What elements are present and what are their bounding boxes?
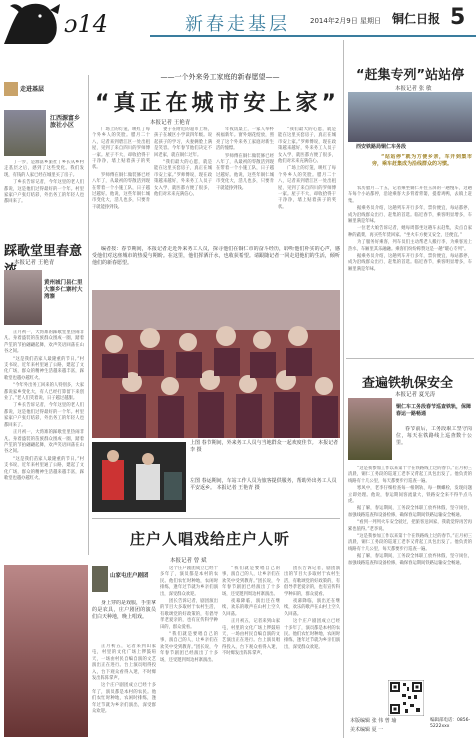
- main-byline: 本报记者 王艳青: [150, 120, 191, 126]
- station-photo: [92, 442, 186, 512]
- paper-name: 铜仁日报: [392, 12, 441, 26]
- right-paragraph: 一位老大娘告诉记者，她每周都坐这趟车去赶集，卖点自家种的蔬菜，再买些年货回家。“坐火车方便又安全，还便宜。”: [348, 226, 472, 238]
- right-paragraph: 为了服务好乘客，列车员们主动帮老人搬行李，为乘客送上热水，车厢里其乐融融。乘客们纷纷称赞这是一趟“暖心专列”。: [348, 240, 472, 252]
- footer-contact: 编辑部电话：0856-5222xxx: [430, 718, 471, 729]
- bottom-col-2: [160, 566, 218, 736]
- left-column-body: [4, 330, 84, 555]
- bottom-paragraph: 团长告诉记者，剧团演出的节目大多取材于农村生活，有歌颂党的好政策的，有倡导孝老爱亲的，也有宣传科学种田的，群众爱看。: [284, 566, 340, 597]
- right-paragraph: 据了解，春运期间，工务段全体职工放弃休假，坚守岗位，加强线路巡查和设备检修，确保春运期间铁路运输安全畅通。: [348, 554, 472, 566]
- bottom-byline: 本报记者 曾 斌: [170, 558, 207, 564]
- main-kicker: ——一个外来务工家庭的新春愿望——: [160, 73, 280, 81]
- section-tag-icon: [4, 82, 18, 96]
- left-lead-text: 丁一步，是源富乡旅社丁乡长从乡村走基层之后，感到了这些变化。我们发现，有钱的人家已经在城里买了房子。: [4, 160, 84, 178]
- right-paragraph: 据乘务员介绍，这趟列车开行多年，票价便宜，每站都停，成为沿线群众出行、赶集的首选。临近春节，乘客明显增多，车厢里满是年味。: [348, 206, 472, 225]
- right-top-quote-text: “站站停”就为方便乡亲，车开到集市旁，乘车赶集成为沿线群众的习惯。: [372, 154, 472, 167]
- bottom-paragraph: 团长告诉记者，剧团演出的节目大多取材于农村生活，有歌颂党的好政策的，有倡导孝老爱亲的，也有宣传科学种田的，群众爱看。: [160, 599, 218, 630]
- right-paragraph: 寒风中，老李仔细检查每一根钢轨、每一颗螺栓，发现问题立即处理。他说，春运期间客流量大，铁路安全来不得半点马虎。: [348, 486, 472, 505]
- main-col-3: [216, 127, 274, 242]
- village-caption: 江西源富乡旅社小区: [50, 115, 81, 129]
- main-col-1: [92, 127, 150, 242]
- right-paragraph: “看到一列列火车安全驶过，把旅客送回家，我就觉得再苦再累也值得。”老李说。: [348, 520, 472, 532]
- village-photo: [4, 110, 46, 156]
- right-paragraph: 据乘务员介绍，这趟列车开行多年，票价便宜，每站都停，成为沿线群众出行、赶集的首选。临近春节，乘客明显增多，车厢里满是年味。: [348, 254, 472, 272]
- right-top-body: [348, 186, 472, 351]
- section-rule: [92, 518, 340, 519]
- right-mid-subtitle: 铜仁车工务段春节巡查铁轨，保障春运一路畅通: [396, 404, 472, 417]
- newspaper-horse-logo: [0, 0, 150, 46]
- editor-note: [92, 246, 340, 288]
- main-paragraph: 罗师傅在铜仁做装修已经八年了，从最初的零散活到现在带着一个小施工队，日子越过越好。他说，这些年铜仁城市变化大，活儿也多，只要肯干就能挣到钱。: [216, 153, 274, 191]
- left-paragraph: 正月初一，大湾寨的踩歌堂里热闹非凡。身着盛装的苗族群众围成一圈，踏着芦笙的节拍翩翩起舞，欢声笑语回荡在山谷之间。: [4, 330, 84, 355]
- bottom-paragraph: 夜幕降临，演出还在继续，欢乐的歌声在山村上空久久回荡。: [284, 599, 340, 617]
- photo-caption-bottom: 左图 春运期间，车站工作人员为旅客提供服务，帮助外出务工人员平安返乡。 本报记者 王艳青 摄: [190, 478, 337, 491]
- bottom-paragraph: 正月初五，记者来到山家屯，村里的文化广场上锣鼓喧天，一场由村民自编自演的文艺演出正在进行。台上演员唱得投入，台下观众看得入迷，不时爆发出阵阵掌声。: [92, 644, 156, 682]
- bottom-left-photo: [4, 565, 88, 737]
- main-col-2: [154, 127, 212, 242]
- column-rule: [88, 75, 89, 555]
- main-paragraph: 罗师傅在铜仁做装修已经八年了，从最初的零散活到现在带着一个小施工队，日子越过越好。他说，这些年铜仁城市变化大，活儿也多，只要肯干就能挣到钱。: [92, 172, 150, 210]
- right-top-byline: 本报记者 张 敏: [395, 86, 432, 92]
- bottom-paragraph: 正月初五，记者来到山家屯，村里的文化广场上锣鼓喧天，一场由村民自编自演的文艺演出正在进行。台上演员唱得投入，台下观众看得入迷，不时爆发出阵阵掌声。: [222, 619, 280, 657]
- main-headline: “真正在城市安上家”: [95, 91, 340, 116]
- main-paragraph: “我们最大的心愿，就是能在这里买套房子，真正在城市安上家。”罗师傅说，现在政策越来越好，外来务工人员子女入学、就医都方便了很多，他们对未来充满信心。: [154, 160, 212, 198]
- left-lead: [4, 160, 84, 230]
- bottom-paragraph: “我们就是要唱自己的事，演自己的人，让乡亲们在欢笑中受到教育。”团长说，今年春节剧团已经演出了十多场，还受邀到周边村寨演出。: [222, 566, 280, 597]
- bottom-headline: 庄户人唱戏给庄户人听: [130, 530, 291, 548]
- bottom-paragraph: 这个庄户剧团成立已经十多年了，演员都是本村的农民。他们农忙时种地，农闲时排练，逢年过节就为乡亲们演出，深受群众欢迎。: [160, 566, 218, 597]
- section-rule: [346, 358, 474, 359]
- bottom-col-3: [222, 566, 280, 736]
- right-mid-headline: 查遍铁轨保安全: [362, 376, 454, 391]
- bottom-col-1: [92, 644, 156, 736]
- main-paragraph: 广场上的灯笼，映红了每个外乡人的笑脸。腊月二十八，记者来到碧江区一处出租屋，见到了来自四川的罗师傅一家。屋子不大，却收拾得干干净净，墙上贴着孩子的奖状。: [92, 127, 150, 171]
- qr-code[interactable]: [388, 680, 424, 716]
- right-top-quote: [372, 154, 472, 184]
- bottom-paragraph: 这个庄户剧团成立已经十多年了，演员都是本村的农民。他们农忙时种地，农闲时排练，逢年过节就为乡亲们演出，深受群众欢迎。: [284, 619, 340, 650]
- left-paragraph: “今年外出务工回来的人特别多，大家都说家乡变化大，有人已经打算留下来创业了。”老人们笑着说，日子越过越甜。: [4, 383, 84, 402]
- section2-place: 黄州城门县仁里大寨乡仁寨村大湾寨: [44, 280, 83, 300]
- bottom-quote: [92, 600, 156, 640]
- editor-note-text: 编者按：春节期间，本报记者走近外来务工人员，探寻他们在铜仁市的奋斗经历，聆听他们朴实的心声，感受他们对这座城市的热爱与期盼。在这里，他们挥洒汗水，也收获希望。请跟随记者一同走进他们的生活，倾听他们的新春愿望。: [92, 246, 340, 266]
- right-paragraph: 农历腊月二十五，记者乘坐铜仁开往玉屏的一趟慢车，这趟车每个小站都停，沿途乘客大多背着背篓，提着鸡鸭，去镇上赶集。: [348, 186, 472, 204]
- bottom-paragraph: “我们就是要唱自己的事，演自己的人，让乡亲们在欢笑中受到教育。”团长说，今年春节剧团已经演出了十多场，还受邀到周边村寨演出。: [160, 632, 218, 663]
- left-paragraph: 丁乡长告诉记者，今年这里的老人们都说，这是他们过得最好的一个年。村里家家户户张灯结彩，外出务工的年轻人也都回来了。: [4, 180, 84, 205]
- right-top-headline: “赶集专列”站站停: [356, 68, 465, 83]
- train-photo: [348, 92, 472, 142]
- main-photo-crowd: [92, 290, 340, 438]
- section-tag: 走进基层: [20, 86, 45, 93]
- section2-byline: 本报记者 王艳青: [14, 260, 55, 266]
- right-mid-byline: 本报记者 夏光涛: [395, 392, 436, 398]
- station-name: 西安铁路局铜仁车务段: [356, 144, 407, 150]
- left-paragraph: “这是我们苗家人最隆重的节日。”村支书说，近年来村里通了公路，建起了文化广场，群众的精神生活越来越丰富，踩歌堂也越办越红火。: [4, 456, 84, 481]
- main-col-4: [278, 127, 336, 242]
- svg-text:ɔ14: ɔ14: [64, 10, 108, 38]
- bottom-place: 山家屯庄户剧团: [110, 573, 149, 579]
- rail-worker-photo: [348, 398, 392, 460]
- main-paragraph: 年夜饭桌上，一家人举杯祝福新年。窗外烟花绽放，照亮了这个外来务工家庭对新生活的憧憬。: [216, 127, 274, 152]
- right-mid-quote: [396, 426, 472, 462]
- right-mid-quote-text: 春节前后，工务段职工坚守岗位，每天在铁路线上巡查数十公里。: [396, 426, 472, 446]
- page-number: 5: [450, 5, 466, 30]
- column-rule: [343, 40, 344, 738]
- section-title: 新春走基层: [185, 14, 290, 35]
- section2-title: 踩歌堂里春意: [4, 244, 83, 259]
- bottom-col-4: [284, 566, 340, 736]
- main-paragraph: 妻子在附近的超市上班，孩子在城区小学读四年级。说起孩子的学习，夫妻俩脸上满是笑容。今年春节他们决定不回老家，就在铜仁过年。: [154, 127, 212, 158]
- bottom-small-photo: [92, 566, 108, 592]
- photo-caption-top: 上图 春节期间，外来务工人员与当地群众一起欢度佳节。 本报记者 李 摄: [190, 440, 339, 453]
- left-paragraph: 正月初一，大湾寨的踩歌堂里热闹非凡。身着盛装的苗族群众围成一圈，踏着芦笙的节拍翩翩起舞，欢声笑语回荡在山谷之间。: [4, 430, 84, 455]
- right-paragraph: “这是我参加工作以来第十个在铁路线上过的春节。”正月初三清晨，铜仁工务段的巡道工老李又背起工具包出发了。他负责的线路有十几公里，每天都要步行巡查一遍。: [348, 534, 472, 552]
- right-paragraph: “这是我参加工作以来第十个在铁路线上过的春节。”正月初三清晨，铜仁工务段的巡道工老李又背起工具包出发了。他负责的线路有十几公里，每天都要步行巡查一遍。: [348, 466, 472, 484]
- right-paragraph: 据了解，春运期间，工务段全体职工放弃休假，坚守岗位，加强线路巡查和设备检修，确保春运期间铁路运输安全畅通。: [348, 506, 472, 518]
- bottom-paragraph: 夜幕降临，演出还在继续，欢乐的歌声在山村上空久久回荡。: [222, 599, 280, 617]
- footer-editor: 本版编辑 张 伟 曾 瑜: [350, 718, 397, 724]
- footer-proof: 美术编辑 夏 一: [350, 727, 384, 733]
- bottom-paragraph: 这个庄户剧团成立已经十多年了，演员都是本村的农民。他们农忙时种地，农闲时排练，逢年过节就为乡亲们演出，深受群众欢迎。: [92, 683, 156, 715]
- bottom-quote-text: 身上穿的是戏服，手里拿的是农具，庄户剧团的演员们白天种地，晚上唱戏。: [92, 600, 156, 620]
- main-paragraph: 广场上的灯笼，映红了每个外乡人的笑脸。腊月二十八，记者来到碧江区一处出租屋，见到了来自四川的罗师傅一家。屋子不大，却收拾得干干净净，墙上贴着孩子的奖状。: [278, 166, 336, 210]
- right-mid-body: [348, 466, 472, 676]
- date-line: 2014年2月9日 星期日: [310, 17, 381, 25]
- section2-photo: [4, 270, 42, 325]
- left-paragraph: “这是我们苗家人最隆重的节日。”村支书说，近年来村里通了公路，建起了文化广场，群众的精神生活越来越丰富，踩歌堂也越办越红火。: [4, 356, 84, 381]
- left-paragraph: 丁乡长告诉记者，今年这里的老人们都说，这是他们过得最好的一个年。村里家家户户张灯结彩，外出务工的年轻人也都回来了。: [4, 403, 84, 428]
- main-paragraph: “我们最大的心愿，就是能在这里买套房子，真正在城市安上家。”罗师傅说，现在政策越来越好，外来务工人员子女入学、就医都方便了很多，他们对未来充满信心。: [278, 127, 336, 165]
